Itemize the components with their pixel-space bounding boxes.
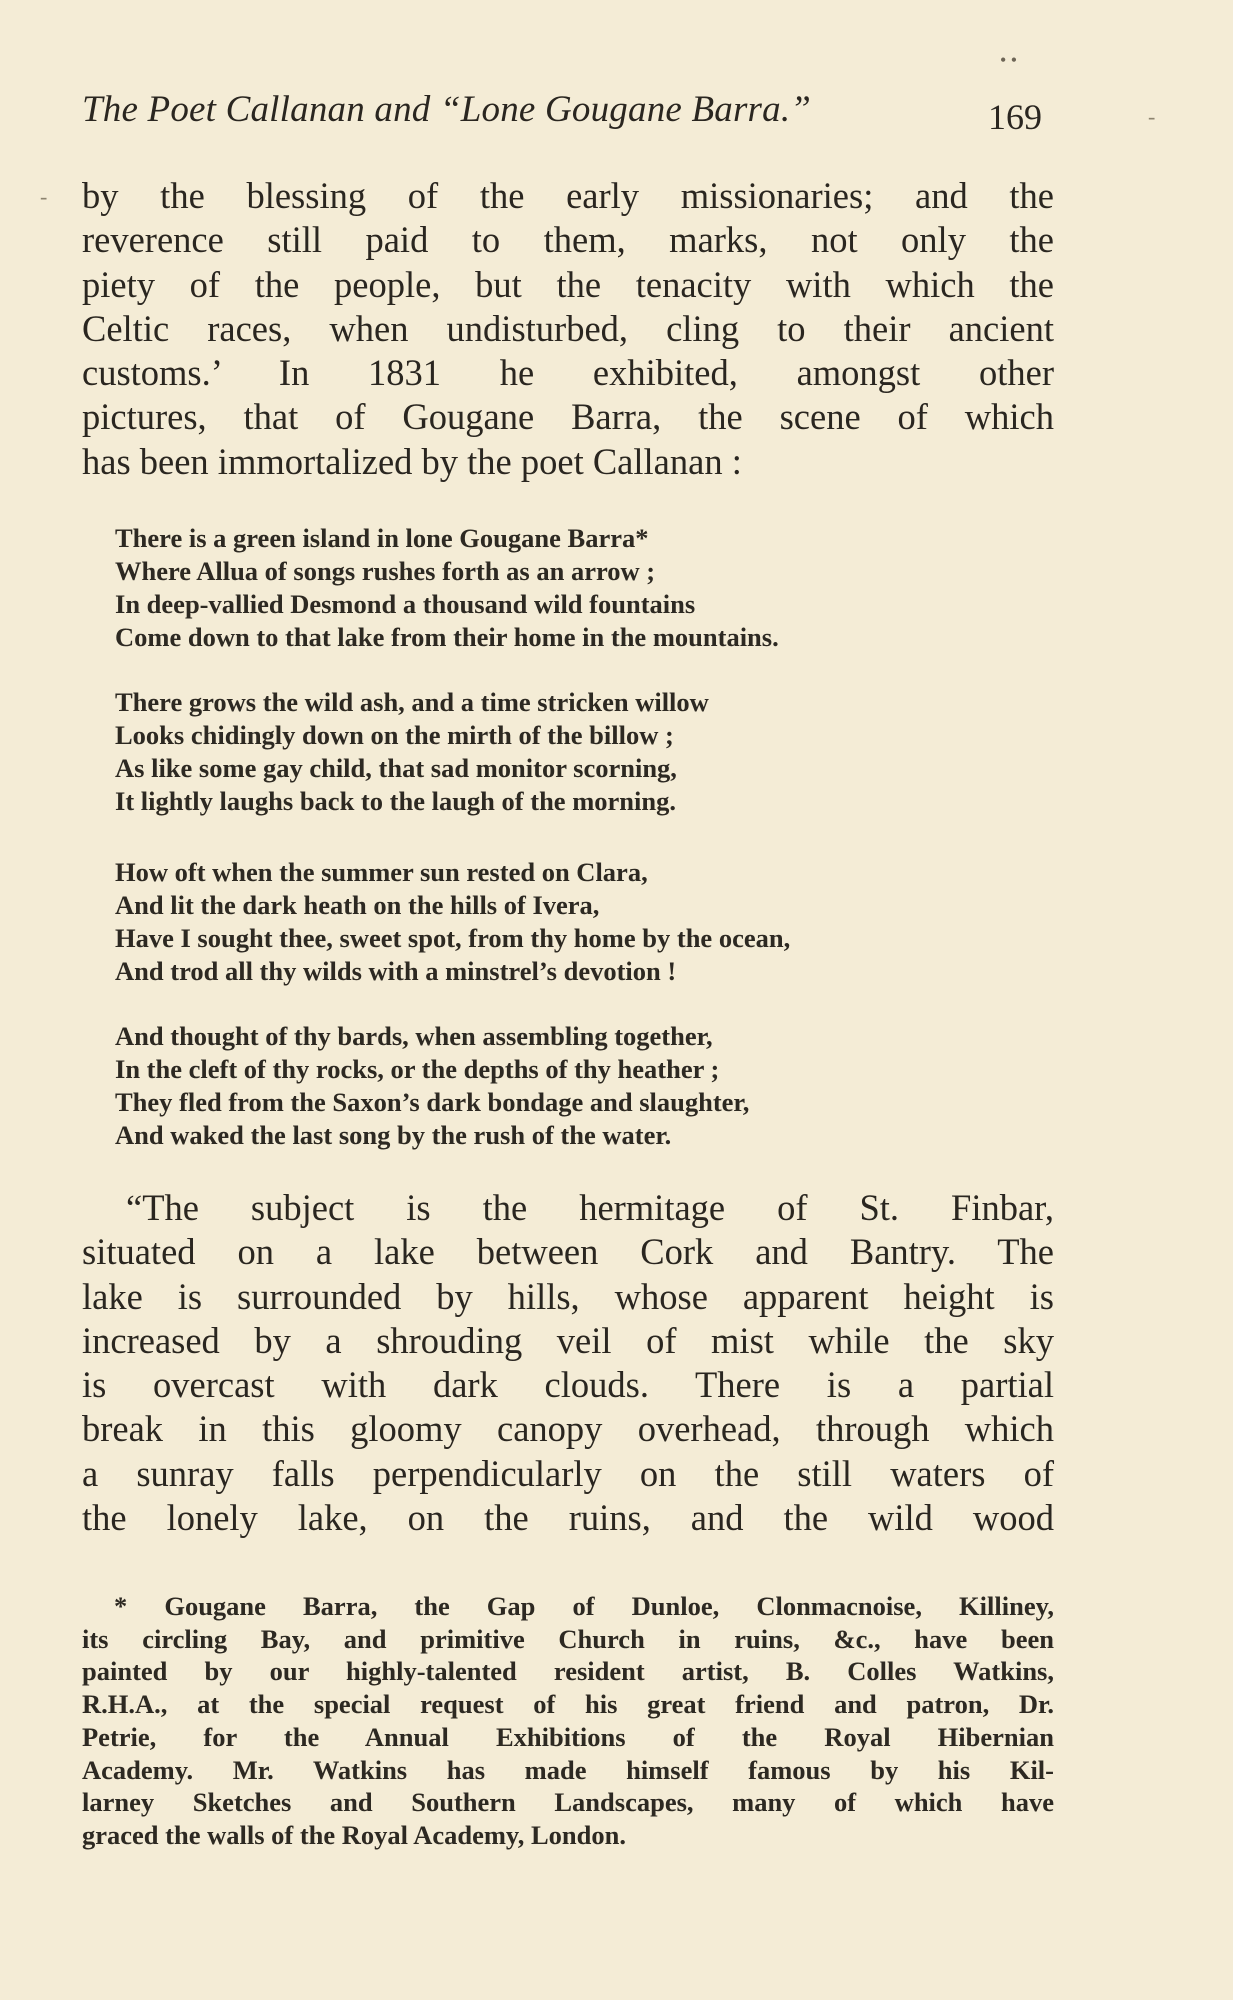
- poem-stanza-1: [115, 522, 1035, 654]
- verse-line: They fled from the Saxon’s dark bondage and slaughter,: [115, 1087, 750, 1117]
- text-line: is overcast with dark clouds. There is a partial: [82, 1364, 1054, 1406]
- margin-dash-mark: -: [40, 184, 48, 209]
- verse-line: And trod all thy wilds with a minstrel’s devotion !: [115, 956, 677, 986]
- verse-line: Have I sought thee, sweet spot, from thy home by the ocean,: [115, 923, 791, 953]
- verse-line: There is a green island in lone Gougane Barra*: [115, 523, 649, 553]
- poem-stanza-4: [115, 1020, 1035, 1152]
- paragraph-intro: [82, 174, 1054, 484]
- text-line: piety of the people, but the tenacity with which the: [82, 263, 1054, 305]
- poem-stanza-2: [115, 686, 1035, 818]
- text-line: “The subject is the hermitage of St. Finbar,: [126, 1187, 1054, 1228]
- running-header-title: The Poet Callanan and “Lone Gougane Barra.”: [82, 89, 812, 130]
- text-line: has been immortalized by the poet Callanan :: [82, 440, 742, 482]
- footnote-line: R.H.A., at the special request of his great friend and patron, Dr.: [82, 1689, 1054, 1720]
- verse-line: It lightly laughs back to the laugh of the morning.: [115, 786, 676, 816]
- footnote-line: Petrie, for the Annual Exhibitions of the Royal Hibernian: [82, 1721, 1054, 1752]
- footnote-line: larney Sketches and Southern Landscapes, many of which have: [82, 1787, 1054, 1818]
- text-line: Celtic races, when undisturbed, cling to their ancient: [82, 307, 1054, 349]
- verse-line: In deep-vallied Desmond a thousand wild fountains: [115, 589, 696, 619]
- verse-line: And waked the last song by the rush of the water.: [115, 1120, 672, 1150]
- text-line: situated on a lake between Cork and Bantry. The: [82, 1231, 1054, 1273]
- footnote: [82, 1590, 1054, 1852]
- verse-line: How oft when the summer sun rested on Clara,: [115, 857, 648, 887]
- footnote-line: * Gougane Barra, the Gap of Dunloe, Clonmacnoise, Killiney,: [114, 1591, 1054, 1621]
- verse-line: Come down to that lake from their home in the mountains.: [115, 622, 779, 652]
- text-line: lake is surrounded by hills, whose apparent height is: [82, 1275, 1054, 1317]
- verse-line: Looks chidingly down on the mirth of the billow ;: [115, 720, 674, 750]
- footnote-line: painted by our highly-talented resident artist, B. Colles Watkins,: [82, 1656, 1054, 1687]
- text-line: a sunray falls perpendicularly on the still waters of: [82, 1452, 1054, 1494]
- text-line: customs.’ In 1831 he exhibited, amongst other: [82, 352, 1054, 394]
- text-line: by the blessing of the early missionaries; and the: [82, 175, 1054, 216]
- margin-dash-mark: -: [1148, 104, 1156, 129]
- verse-line: Where Allua of songs rushes forth as an arrow ;: [115, 556, 656, 586]
- verse-line: There grows the wild ash, and a time stricken willow: [115, 687, 709, 717]
- text-line: increased by a shrouding veil of mist while the sky: [82, 1319, 1054, 1361]
- margin-marks: • •: [1000, 50, 1018, 70]
- text-line: reverence still paid to them, marks, not only the: [82, 219, 1054, 261]
- footnote-line: its circling Bay, and primitive Church in ruins, &c., have been: [82, 1623, 1054, 1654]
- text-line: pictures, that of Gougane Barra, the scene of which: [82, 396, 1054, 438]
- verse-line: And thought of thy bards, when assembling together,: [115, 1021, 713, 1051]
- page-number: 169: [988, 97, 1042, 137]
- verse-line: As like some gay child, that sad monitor scorning,: [115, 753, 677, 783]
- text-line: the lonely lake, on the ruins, and the wild wood: [82, 1497, 1054, 1539]
- footnote-line: graced the walls of the Royal Academy, London.: [82, 1819, 626, 1850]
- paragraph-description: [82, 1186, 1054, 1540]
- poem-stanza-3: [115, 856, 1035, 988]
- verse-line: And lit the dark heath on the hills of Ivera,: [115, 890, 600, 920]
- verse-line: In the cleft of thy rocks, or the depths of thy heather ;: [115, 1054, 720, 1084]
- footnote-line: Academy. Mr. Watkins has made himself famous by his Kil-: [82, 1754, 1054, 1785]
- text-line: break in this gloomy canopy overhead, through which: [82, 1408, 1054, 1450]
